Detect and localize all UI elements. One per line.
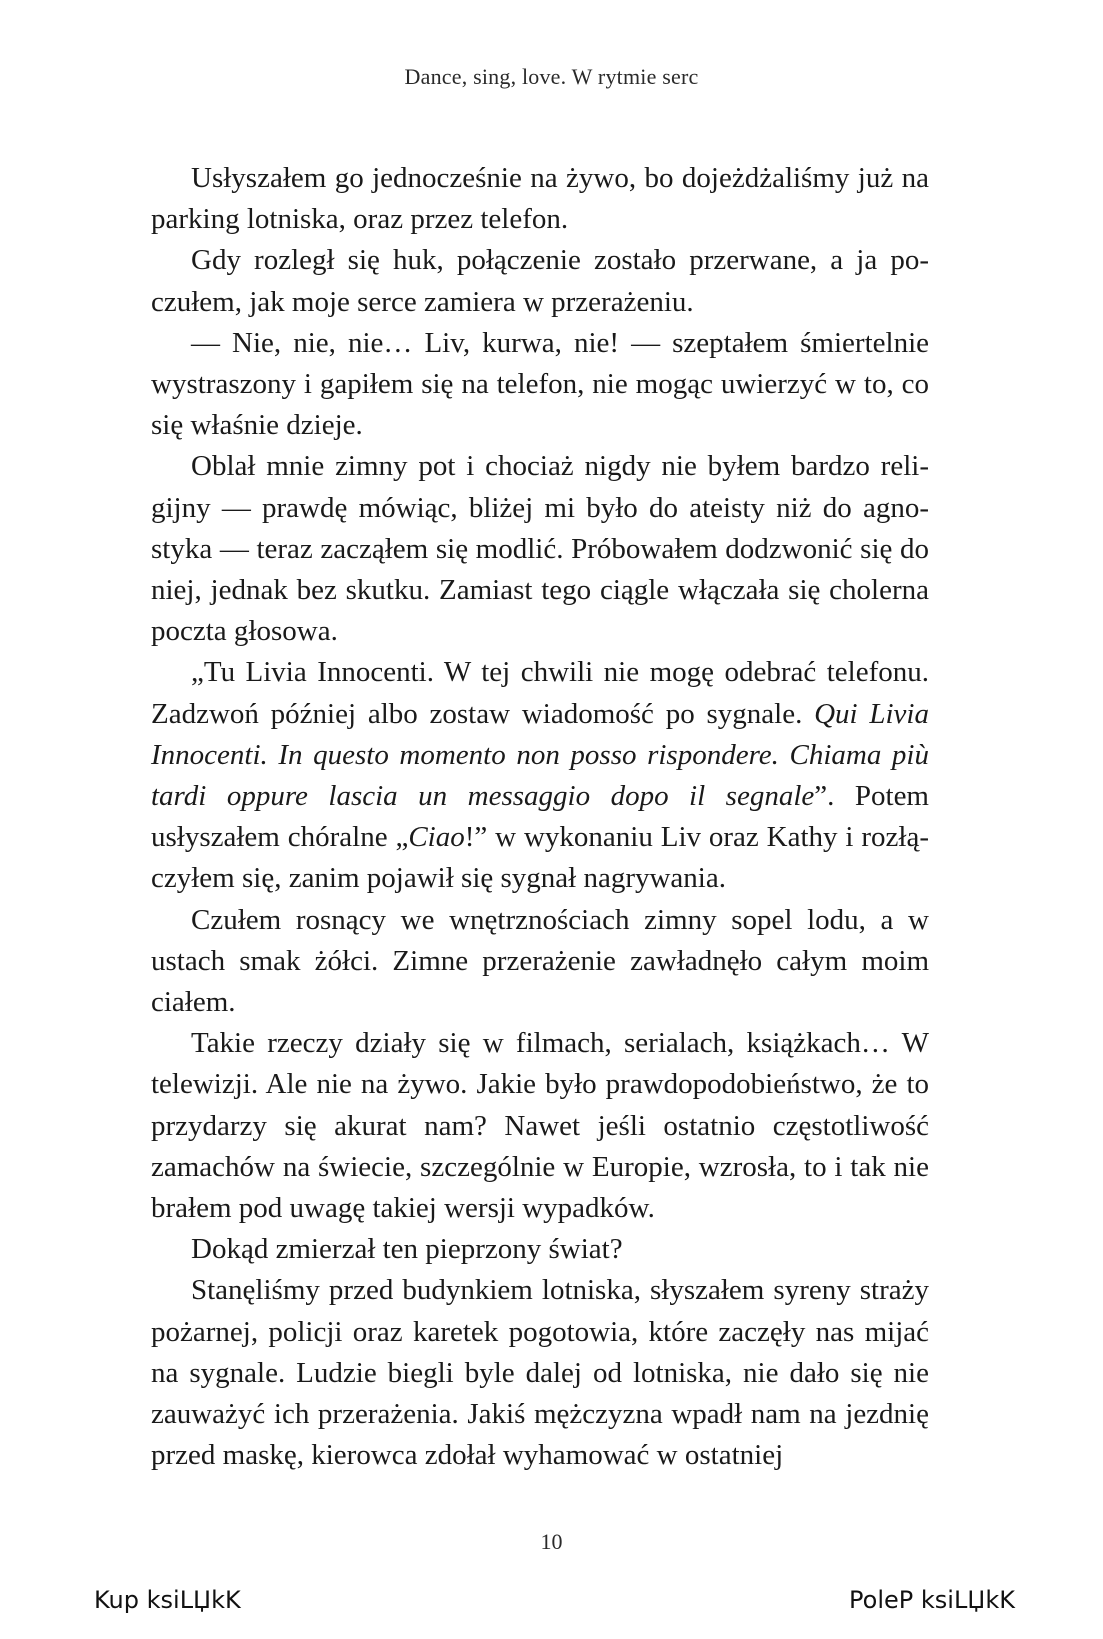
paragraph: Usłyszałem go jednocześnie na żywo, bo dojeżdżaliśmy już na parking lotniska, oraz przez telefon. <box>151 162 929 236</box>
paragraph: Gdy rozległ się huk, połączenie zostało przerwane, a ja poczułem, jak moje serce zamiera w przerażeniu. <box>151 244 929 318</box>
ciao-word: Ciao <box>408 821 465 854</box>
running-header: Dance, sing, love. W rytmie serc <box>404 64 699 89</box>
body-text <box>151 158 929 1477</box>
voicemail-outro: !” w wykonaniu Liv oraz Kathy i rozłączyłem się, zanim pojawił się sygnał nagrywania. <box>151 821 929 895</box>
voicemail-after-italian: ”. Potem usłyszałem chóralne „ <box>151 780 929 854</box>
paragraph: Stanęliśmy przed budynkiem lotniska, słyszałem syreny straży pożarnej, policji oraz karetek pogotowia, które zaczęły nas mijać na sygnale. Ludzie biegli byle dalej od lotniska, nie dało się nie zauważyć ich przerażenia. Jakiś mężczyzna wpadł nam na jezdnię przed maskę, kierowca zdołał wyhamować w ostatniej <box>151 1274 929 1472</box>
buy-book-link[interactable]: Kup ksiLЏkK <box>94 1586 241 1614</box>
paragraph: Takie rzeczy działy się w filmach, serialach, książkach… W telewizji. Ale nie na żywo. Jakie było prawdopodobieństwo, że to przydarzy się akurat nam? Nawet jeśli ostatnio częstotliwość zamachów na świecie, szczególnie w Europie, wzrosła, to i tak nie brałem pod uwagę takiej wersji wypadków. <box>151 1027 929 1225</box>
voicemail-intro: „Tu Livia Innocenti. W tej chwili nie mogę odebrać telefonu. Zadzwoń później albo zostaw wiadomość po sygnale. <box>151 656 929 730</box>
paragraph: Dokąd zmierzał ten pieprzony świat? <box>191 1233 623 1266</box>
paragraph: Oblał mnie zimny pot i chociaż nigdy nie byłem bardzo religijny — prawdę mówiąc, bliżej mi było do ateisty niż do agnostyka — teraz zacząłem się modlić. Próbowałem dodzwonić się do niej, jednak bez skutku. Zamiast tego ciągle włączała się cholerna poczta głosowa. <box>151 450 929 648</box>
recommend-book-link[interactable]: PoleP ksiLЏkK <box>849 1586 1015 1614</box>
paragraph: — Nie, nie, nie… Liv, kurwa, nie! — szeptałem śmiertelnie wystraszony i gapiłem się na telefon, nie mogąc uwierzyć w to, co się właśnie dzieje. <box>151 326 929 442</box>
voicemail-paragraph <box>151 652 929 899</box>
paragraph: Czułem rosnący we wnętrznościach zimny sopel lodu, a w ustach smak żółci. Zimne przerażenie zawładnęło całym moim ciałem. <box>151 903 929 1019</box>
voicemail-italian: Qui Livia Innocenti. In questo momento non posso rispondere. Chiama più tardi oppure lascia un messaggio dopo il segnale <box>151 697 929 813</box>
page-number: 10 <box>540 1529 563 1554</box>
